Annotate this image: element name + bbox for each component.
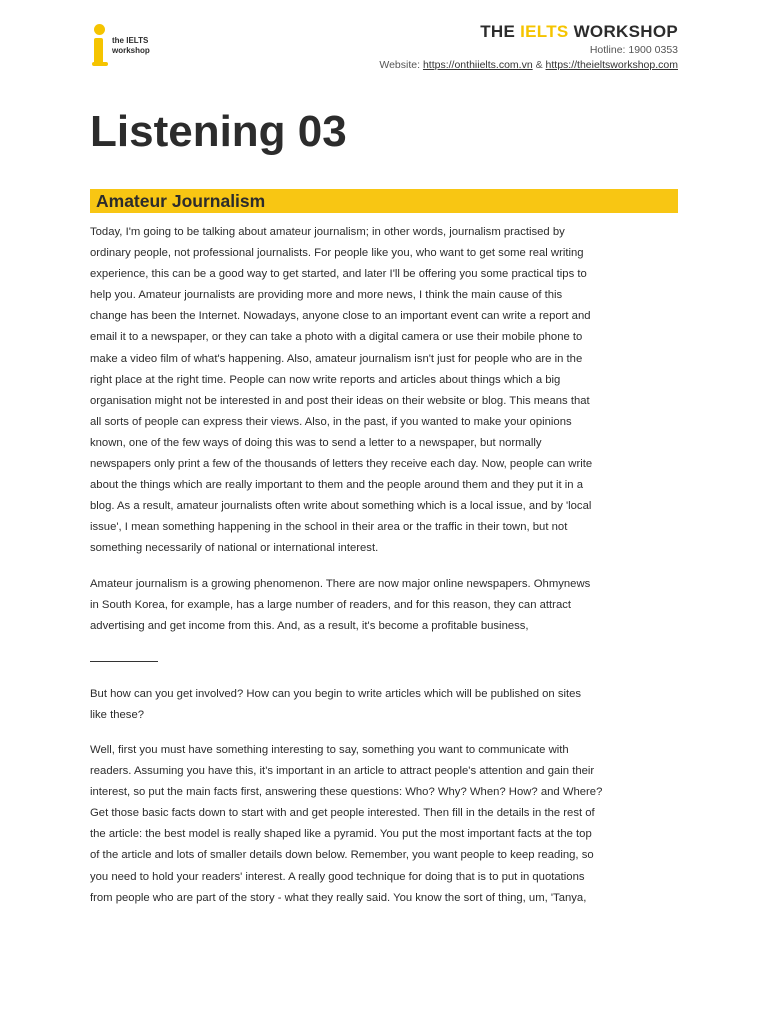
website-line: Website: https://onthiielts.com.vn & https://theieltsworkshop.com	[379, 59, 678, 71]
text-line: something necessarily of national or international interest.	[90, 542, 379, 555]
text-line: email it to a newspaper, or they can take a photo with a digital camera or use their mobile phone to	[90, 331, 583, 344]
text-line: like these?	[90, 709, 145, 722]
text-line: about the things which are really important to them and the people around them and they put it in a	[90, 479, 583, 492]
text-line: newspapers only print a few of the thousands of letters they receive each day. Now, people can write	[90, 458, 593, 471]
ielts-workshop-logo	[90, 24, 160, 70]
text-line: change has been the Internet. Nowadays, anyone close to an important event can write a report and	[90, 310, 591, 323]
text-line: experience, this can be a good way to get started, and later I'll be offering you some practical tips to	[90, 268, 587, 281]
text-line: the article: the best model is really shaped like a pyramid. You put the most important facts at the top	[90, 828, 592, 841]
blank-line-divider	[90, 661, 158, 662]
text-line: blog. As a result, amateur journalists often write about something which is a local issue, and by 'local	[90, 500, 592, 513]
paragraph-3	[90, 684, 678, 726]
text-line: help you. Amateur journalists are providing more and more news, I think the main cause of this	[90, 289, 563, 302]
paragraph-2	[90, 574, 678, 637]
text-line: interest, so put the main facts first, answering these questions: Who? Why? When? How? and Where?	[90, 786, 603, 799]
text-line: in South Korea, for example, has a large number of readers, and for this reason, they can attract	[90, 599, 572, 612]
text-line: Well, first you must have something interesting to say, something you want to communicate with	[90, 744, 569, 756]
text-line: known, one of the few ways of doing this was to send a letter to a newspaper, but normally	[90, 436, 542, 449]
section-heading-bar	[90, 189, 678, 213]
text-line: But how can you get involved? How can you begin to write articles which will be published on sites	[90, 688, 582, 700]
paragraph-4	[90, 740, 678, 909]
text-line: readers. Assuming you have this, it's important in an article to attract people's attention and gain their	[90, 765, 595, 778]
text-line: you need to hold your readers' interest. A really good technique for doing that is to put in quotations	[90, 870, 585, 883]
website-link-1[interactable]: https://onthiielts.com.vn	[422, 59, 533, 71]
text-line: from people who are part of the story - what they really said. You know the sort of thing, um, 'Tanya,	[90, 891, 587, 904]
text-line: all sorts of people can express their views. Also, in the past, if you wanted to make your opinions	[90, 415, 572, 428]
text-line: ordinary people, not professional journalists. For people like you, who want to get some real writing	[90, 247, 584, 260]
hotline: Hotline: 1900 0353	[589, 44, 678, 56]
text-line: make a video film of what's happening. Also, amateur journalism isn't just for people who are in the	[90, 352, 583, 365]
logo-text: the IELTS workshop	[112, 36, 150, 55]
text-line: of the article and lots of smaller details down below. Remember, you want people to keep reading, so	[90, 849, 594, 862]
website-link-2[interactable]: https://theieltsworkshop.com	[545, 59, 678, 71]
i-logo-icon	[90, 24, 110, 68]
text-line: right place at the right time. People can now write reports and articles about things which a big	[90, 373, 561, 386]
text-line: issue', I mean something happening in the school in their area or the traffic in their town, but not	[90, 521, 568, 534]
brand-title: THE IELTS WORKSHOP	[480, 22, 678, 41]
paragraph-1	[90, 222, 678, 560]
text-line: organisation might not be interested in and post their ideas on their website or blog. This means that	[90, 394, 590, 407]
text-line: Amateur journalism is a growing phenomenon. There are now major online newspapers. Ohmynews	[90, 578, 591, 590]
text-line: Today, I'm going to be talking about amateur journalism; in other words, journalism practised by	[90, 226, 565, 238]
text-line: Get those basic facts down to start with and get people interested. Then fill in the details in the rest of	[90, 807, 595, 820]
section-title: Amateur Journalism	[96, 191, 266, 211]
page-title: Listening 03	[90, 107, 347, 156]
brand-header	[379, 21, 678, 73]
text-line: advertising and get income from this. And, as a result, it's become a profitable business,	[90, 620, 529, 633]
